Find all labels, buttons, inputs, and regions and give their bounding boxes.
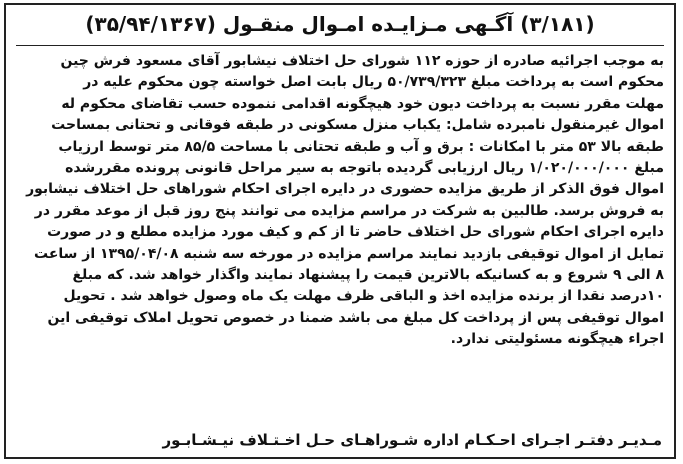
- body-line: اموال غیرمنقول نامبرده شامل: یکباب منزل مسکونی در طبقه فوقانی و تحتانی بمساحت: [51, 117, 664, 134]
- notice-title: (۳/۱۸۱) آگـهی مـزایـده امـوال منقـول (۳۵/۹۴/۱۳۶۷): [85, 12, 595, 36]
- notice-body: [16, 51, 664, 351]
- notice-frame: [4, 3, 676, 459]
- body-line: به فروش برسد. طالبین به شرکت در مراسم مزایده می توانند پنج روز قبل از موعد مقرر در: [34, 202, 664, 219]
- body-line: اموال توقیفی پس از پرداخت کل مبلغ می باشد ضمنا در خصوص تحویل املاک توقیفی این: [47, 309, 664, 326]
- body-line: اموال فوق الذکر از طریق مزایده حضوری در دایره اجرای احکام شوراهای حل اختلاف نیشابور: [26, 181, 664, 198]
- title-divider: [16, 45, 664, 46]
- body-line: تمایل از اموال توقیفی بازدید نمایند مراسم مزایده در مورخه سه شنبه ۱۳۹۵/۰۴/۰۸ از ساعت: [34, 245, 664, 262]
- body-line: محکوم است به پرداخت مبلغ ۵۰/۷۳۹/۳۲۳ ریال بابت اصل خواسته چون محکوم علیه در: [83, 74, 664, 91]
- body-line: طبقه بالا ۵۳ متر با امکانات : برق و آب و طبقه تحتانی با مساحت ۸۵/۵ متر توسط ارزیاب: [58, 138, 664, 155]
- body-line: ۱۰درصد نقدا از برنده مزایده اخذ و الباقی ظرف مهلت یک ماه وصول خواهد شد . تحویل: [63, 288, 664, 305]
- body-line: اجراء هیچگونه مسئولیتی ندارد.: [450, 331, 664, 348]
- body-line: ۸ الی ۹ شروع و به کسانیکه بالاترین قیمت را پیشنهاد نمایند واگذار خواهد شد. که مبلغ: [72, 267, 664, 284]
- body-line: دایره اجرای احکام شورای حل اختلاف حاضر تا از کم و کیف مورد مزایده مطلع و در صورت: [47, 224, 664, 241]
- body-line: مهلت مقرر نسبت به پرداخت دیون خود هیچگونه اقدامی ننموده حسب تقاضای محکوم له: [61, 95, 664, 112]
- body-line: به موجب اجرائیه صادره از حوزه ۱۱۲ شورای حل اختلاف نیشابور آقای مسعود فرش چین: [60, 53, 664, 69]
- notice-signature: مـدیـر دفتـر اجـرای احـکـام اداره شـوراهـای حـل اخـتـلاف نیـشـابـور: [162, 431, 662, 449]
- body-line: مبلغ ۱/۰۲۰/۰۰۰/۰۰۰ ریال ارزیابی گردیده باتوجه به سیر مراحل قانونی پرونده مقررشده: [65, 160, 664, 177]
